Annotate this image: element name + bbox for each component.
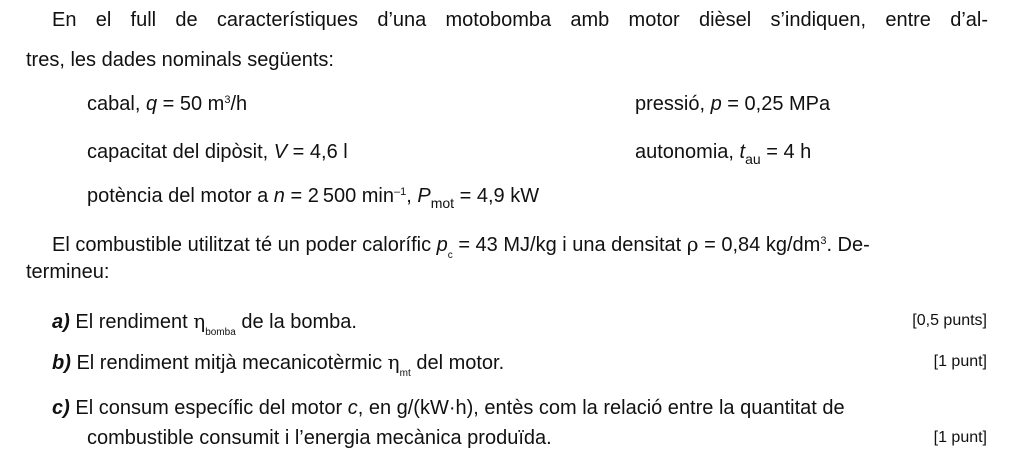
combustible-line-1: El combustible utilitzat té un poder calorífic $p_c = 43$ MJ/kg i una densitat ρ = 0,84 $kg/dm^3$. De- — [52, 232, 870, 261]
cabal-value: cabal, q = 50 $m^3/h$ — [87, 93, 248, 115]
question-c-points: [1 punt] — [933, 429, 987, 446]
pressio-value: pressió, p = 0,25 MPa — [635, 93, 831, 115]
question-a: a) El rendiment $\eta_{bomba}$ de la bomba. — [52, 309, 357, 338]
question-c-line-2: combustible consumit i l’energia mecànica produïda. — [87, 427, 552, 449]
question-a-letter: a) — [52, 311, 70, 333]
question-c-line-1: c) El consum específic del motor c, en g/(kW·h), entès com la relació entre la quantitat de — [52, 397, 845, 419]
autonomia-value: autonomia, $t_{au} = 4$ h — [635, 141, 812, 167]
intro-line-1: En el full de característiques d’una motobomba amb motor dièsel s’indiquen, entre d’al- — [52, 9, 988, 31]
question-b-points: [1 punt] — [933, 353, 987, 370]
capacitat-value: capacitat del dipòsit, V = 4,6 l — [87, 141, 348, 163]
question-b: b) El rendiment mitjà mecanicotèrmic $\eta_{mt}$ del motor. — [52, 350, 505, 379]
potencia-value: potència del motor a n = 2 500 $\min^{-1}$, $P_{mot} = 4,9$ kW — [87, 185, 540, 211]
intro-line-2: tres, les dades nominals següents: — [26, 49, 334, 71]
question-b-letter: b) — [52, 352, 71, 374]
question-c-letter: c) — [52, 397, 70, 419]
question-a-points: [0,5 punts] — [912, 312, 987, 329]
combustible-line-2: termineu: — [26, 261, 110, 283]
